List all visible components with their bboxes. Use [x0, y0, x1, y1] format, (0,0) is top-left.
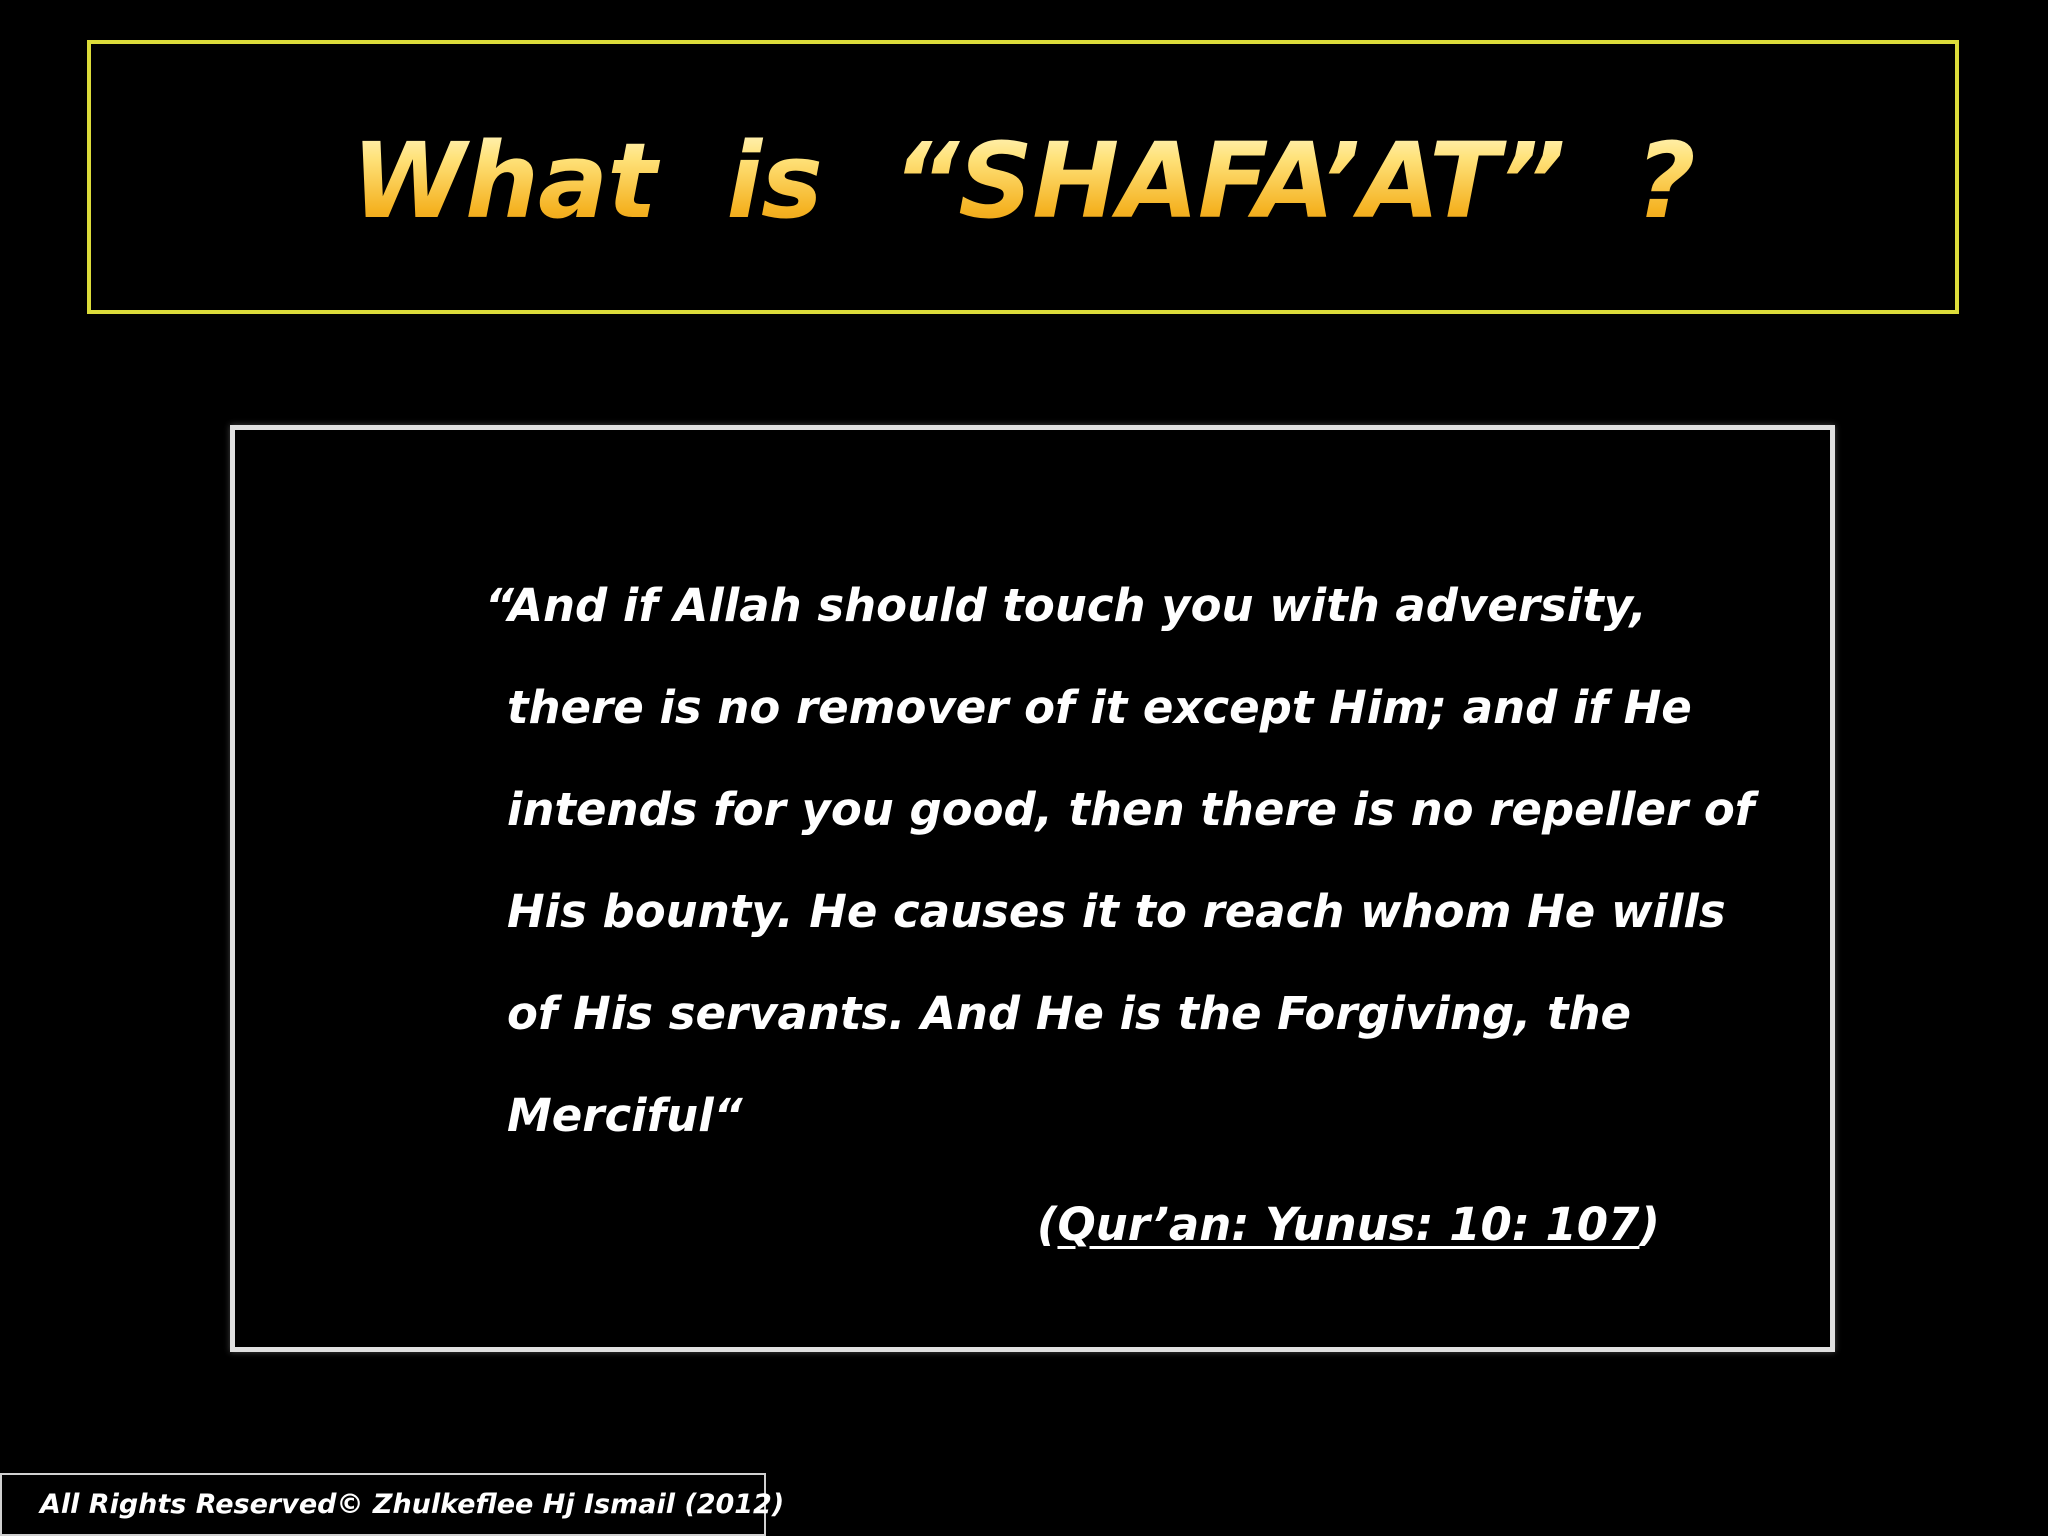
quote-frame — [230, 425, 1835, 1352]
citation-reference: Qur’an: Yunus: 10: 107 — [1057, 1198, 1640, 1251]
quote-line: His bounty. He causes it to reach whom He wills — [507, 885, 1726, 938]
quote-line: Merciful“ — [507, 1089, 743, 1142]
slide-title: What is “SHAFA’AT” ? — [351, 120, 1695, 242]
citation-close-paren: ) — [1639, 1198, 1660, 1251]
citation-open-paren: ( — [1036, 1198, 1058, 1251]
quote-line: “And if Allah should touch you with adversity, — [485, 579, 1647, 632]
quran-citation — [1037, 1198, 1660, 1251]
quote-body — [485, 555, 1755, 1167]
copyright-text: All Rights Reserved© Zhulkeflee Hj Ismail (2012) — [40, 1489, 785, 1520]
quote-line: there is no remover of it except Him; and if He — [507, 681, 1692, 734]
copyright-footer — [0, 1473, 785, 1536]
quote-line: intends for you good, then there is no repeller of — [507, 783, 1755, 836]
quote-line: of His servants. And He is the Forgiving, the — [507, 987, 1632, 1040]
title-frame — [87, 40, 1959, 314]
